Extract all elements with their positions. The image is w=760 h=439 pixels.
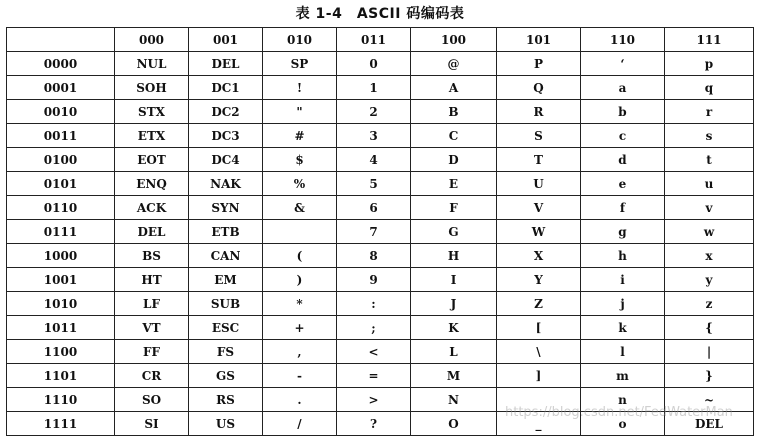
- table-cell: ENQ: [115, 172, 189, 196]
- corner-cell: [7, 28, 115, 52]
- table-cell: n: [581, 388, 665, 412]
- table-cell: Q: [497, 76, 581, 100]
- row-header: 0001: [7, 76, 115, 100]
- table-row: [7, 364, 754, 388]
- row-header: 0100: [7, 148, 115, 172]
- table-cell: K: [411, 316, 497, 340]
- table-cell: SOH: [115, 76, 189, 100]
- row-header: 0101: [7, 172, 115, 196]
- table-cell: B: [411, 100, 497, 124]
- table-cell: ‘: [581, 52, 665, 76]
- table-cell: ACK: [115, 196, 189, 220]
- table-cell: 8: [337, 244, 411, 268]
- table-cell: F: [411, 196, 497, 220]
- table-row: [7, 148, 754, 172]
- table-cell: STX: [115, 100, 189, 124]
- table-cell: EOT: [115, 148, 189, 172]
- table-cell: 0: [337, 52, 411, 76]
- table-cell: {: [665, 316, 754, 340]
- table-cell: NUL: [115, 52, 189, 76]
- row-header: 0011: [7, 124, 115, 148]
- table-cell: 6: [337, 196, 411, 220]
- table-cell: BS: [115, 244, 189, 268]
- table-cell: t: [665, 148, 754, 172]
- row-header: 0010: [7, 100, 115, 124]
- table-cell: DEL: [665, 412, 754, 436]
- table-cell: o: [581, 412, 665, 436]
- table-cell: s: [665, 124, 754, 148]
- table-cell: e: [581, 172, 665, 196]
- table-row: [7, 292, 754, 316]
- table-cell: -: [263, 364, 337, 388]
- table-cell: 5: [337, 172, 411, 196]
- table-cell: X: [497, 244, 581, 268]
- table-cell: j: [581, 292, 665, 316]
- table-cell: ": [263, 100, 337, 124]
- table-cell: 2: [337, 100, 411, 124]
- table-cell: q: [665, 76, 754, 100]
- table-cell: E: [411, 172, 497, 196]
- table-cell: O: [411, 412, 497, 436]
- row-header: 0111: [7, 220, 115, 244]
- table-cell: DC3: [189, 124, 263, 148]
- table-row: [7, 196, 754, 220]
- table-cell: M: [411, 364, 497, 388]
- table-cell: V: [497, 196, 581, 220]
- table-cell: 7: [337, 220, 411, 244]
- table-cell: G: [411, 220, 497, 244]
- table-cell: DC2: [189, 100, 263, 124]
- table-cell: g: [581, 220, 665, 244]
- table-cell: c: [581, 124, 665, 148]
- table-cell: DC4: [189, 148, 263, 172]
- table-cell: 4: [337, 148, 411, 172]
- table-cell: _: [497, 412, 581, 436]
- table-cell: SO: [115, 388, 189, 412]
- header-row: [7, 28, 754, 52]
- table-cell: k: [581, 316, 665, 340]
- table-cell: HT: [115, 268, 189, 292]
- row-header: 0000: [7, 52, 115, 76]
- table-cell: R: [497, 100, 581, 124]
- column-header: 100: [411, 28, 497, 52]
- table-cell: /: [263, 412, 337, 436]
- table-cell: #: [263, 124, 337, 148]
- column-header: 001: [189, 28, 263, 52]
- table-row: [7, 388, 754, 412]
- table-cell: GS: [189, 364, 263, 388]
- table-cell: m: [581, 364, 665, 388]
- table-cell: r: [665, 100, 754, 124]
- table-cell: VT: [115, 316, 189, 340]
- row-header: 1011: [7, 316, 115, 340]
- table-cell: <: [337, 340, 411, 364]
- table-cell: T: [497, 148, 581, 172]
- table-cell: ]: [497, 364, 581, 388]
- table-cell: DEL: [189, 52, 263, 76]
- table-cell: Z: [497, 292, 581, 316]
- table-cell: ,: [263, 340, 337, 364]
- table-cell: |: [665, 340, 754, 364]
- table-row: [7, 412, 754, 436]
- table-cell: SUB: [189, 292, 263, 316]
- table-cell: US: [189, 412, 263, 436]
- table-cell: 3: [337, 124, 411, 148]
- table-row: [7, 76, 754, 100]
- table-cell: w: [665, 220, 754, 244]
- table-cell: $: [263, 148, 337, 172]
- table-cell: i: [581, 268, 665, 292]
- table-cell: CR: [115, 364, 189, 388]
- table-cell: b: [581, 100, 665, 124]
- table-row: [7, 124, 754, 148]
- table-cell: ;: [337, 316, 411, 340]
- table-cell: ETB: [189, 220, 263, 244]
- table-cell: :: [337, 292, 411, 316]
- table-row: [7, 220, 754, 244]
- table-cell: N: [411, 388, 497, 412]
- table-row: [7, 340, 754, 364]
- table-cell: FF: [115, 340, 189, 364]
- row-header: 1000: [7, 244, 115, 268]
- table-cell: 9: [337, 268, 411, 292]
- table-cell: H: [411, 244, 497, 268]
- table-cell: =: [337, 364, 411, 388]
- table-row: [7, 100, 754, 124]
- table-cell: >: [337, 388, 411, 412]
- table-cell: SP: [263, 52, 337, 76]
- table-cell: @: [411, 52, 497, 76]
- table-cell: C: [411, 124, 497, 148]
- table-cell: A: [411, 76, 497, 100]
- table-cell: %: [263, 172, 337, 196]
- row-header: 1010: [7, 292, 115, 316]
- table-cell: (: [263, 244, 337, 268]
- column-header: 101: [497, 28, 581, 52]
- table-cell: ): [263, 268, 337, 292]
- table-cell: +: [263, 316, 337, 340]
- table-cell: [: [497, 316, 581, 340]
- table-cell: !: [263, 76, 337, 100]
- table-cell: ~: [665, 388, 754, 412]
- table-cell: EM: [189, 268, 263, 292]
- table-cell: J: [411, 292, 497, 316]
- table-row: [7, 244, 754, 268]
- column-header: 000: [115, 28, 189, 52]
- table-cell: h: [581, 244, 665, 268]
- table-cell: ETX: [115, 124, 189, 148]
- table-caption: 表 1-4 ASCII 码编码表: [295, 6, 465, 22]
- table-cell: ESC: [189, 316, 263, 340]
- table-cell: l: [581, 340, 665, 364]
- table-cell: x: [665, 244, 754, 268]
- table-cell: d: [581, 148, 665, 172]
- table-cell: RS: [189, 388, 263, 412]
- row-header: 1101: [7, 364, 115, 388]
- table-cell: ?: [337, 412, 411, 436]
- row-header: 1100: [7, 340, 115, 364]
- table-row: [7, 316, 754, 340]
- table-cell: S: [497, 124, 581, 148]
- table-cell: *: [263, 292, 337, 316]
- table-row: [7, 268, 754, 292]
- table-cell: a: [581, 76, 665, 100]
- table-cell: DC1: [189, 76, 263, 100]
- table-cell: &: [263, 196, 337, 220]
- table-cell: P: [497, 52, 581, 76]
- row-header: 0110: [7, 196, 115, 220]
- table-cell: y: [665, 268, 754, 292]
- table-cell: SI: [115, 412, 189, 436]
- table-cell: [263, 220, 337, 244]
- table-cell: Y: [497, 268, 581, 292]
- column-header: 111: [665, 28, 754, 52]
- table-cell: I: [411, 268, 497, 292]
- table-row: [7, 52, 754, 76]
- column-header: 010: [263, 28, 337, 52]
- table-cell: D: [411, 148, 497, 172]
- table-cell: NAK: [189, 172, 263, 196]
- table-cell: DEL: [115, 220, 189, 244]
- row-header: 1110: [7, 388, 115, 412]
- row-header: 1111: [7, 412, 115, 436]
- column-header: 011: [337, 28, 411, 52]
- table-cell: L: [411, 340, 497, 364]
- table-cell: v: [665, 196, 754, 220]
- column-header: 110: [581, 28, 665, 52]
- table-cell: 1: [337, 76, 411, 100]
- ascii-code-table: [6, 27, 754, 436]
- table-row: [7, 172, 754, 196]
- table-cell: u: [665, 172, 754, 196]
- table-cell: SYN: [189, 196, 263, 220]
- table-cell: LF: [115, 292, 189, 316]
- table-cell: f: [581, 196, 665, 220]
- table-cell: U: [497, 172, 581, 196]
- row-header: 1001: [7, 268, 115, 292]
- table-cell: z: [665, 292, 754, 316]
- watermark: https://blog.csdn.net/FedWaterMan: [505, 405, 733, 420]
- table-cell: FS: [189, 340, 263, 364]
- table-cell: CAN: [189, 244, 263, 268]
- table-cell: W: [497, 220, 581, 244]
- table-cell: [497, 388, 581, 412]
- table-cell: .: [263, 388, 337, 412]
- table-cell: \: [497, 340, 581, 364]
- table-cell: p: [665, 52, 754, 76]
- table-cell: }: [665, 364, 754, 388]
